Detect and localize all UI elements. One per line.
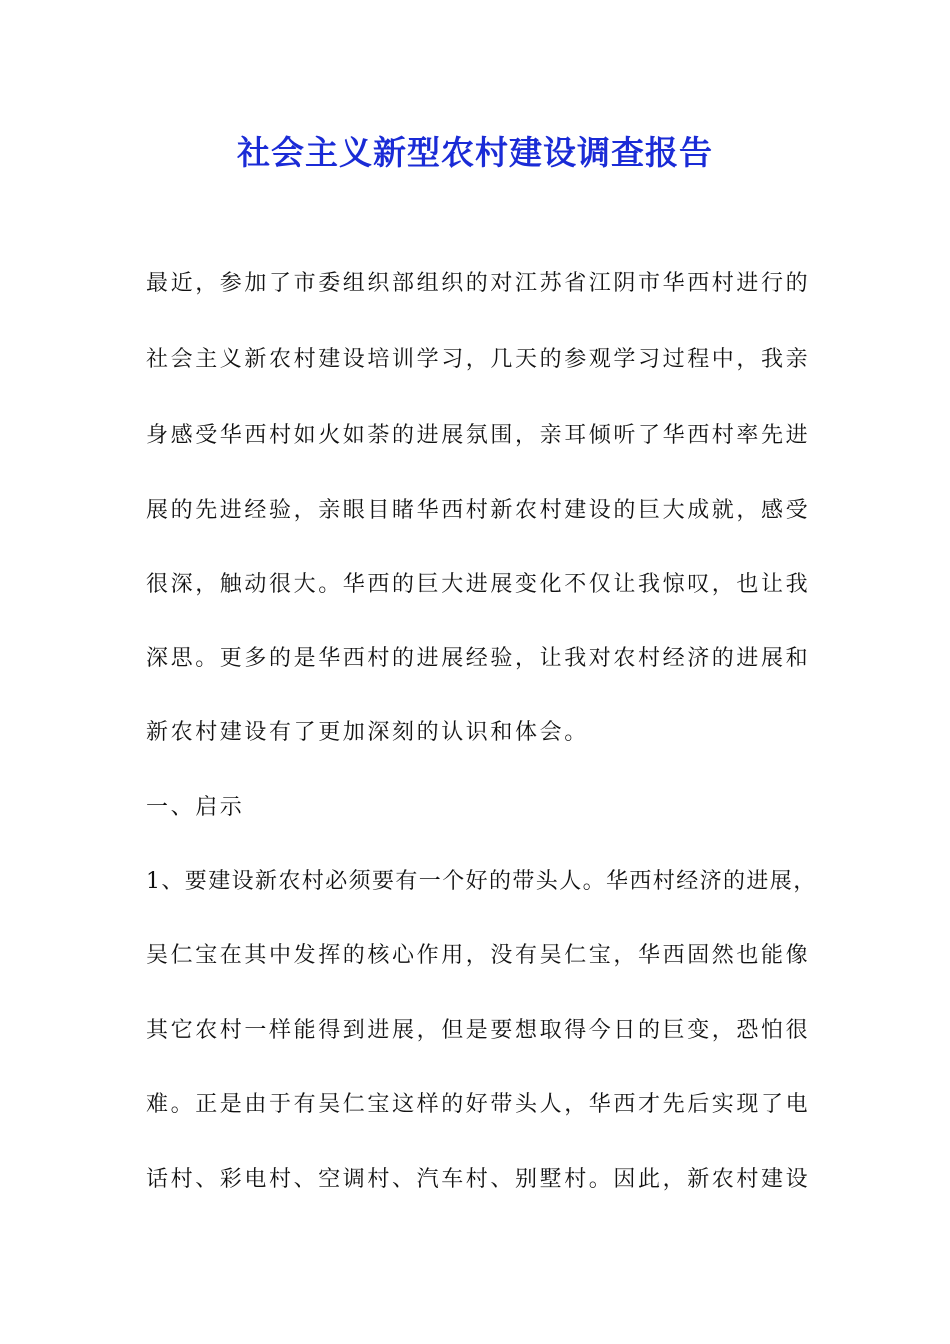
paragraph-line: 很深，触动很大。华西的巨大进展变化不仅让我惊叹，也让我 bbox=[146, 572, 811, 597]
paragraph-line: 社会主义新农村建设培训学习，几天的参观学习过程中，我亲 bbox=[146, 347, 811, 372]
paragraph-line: 吴仁宝在其中发挥的核心作用，没有吴仁宝，华西固然也能像 bbox=[146, 943, 811, 968]
document-title: 社会主义新型农村建设调查报告 bbox=[237, 133, 713, 172]
paragraph-line: 最近，参加了市委组织部组织的对江苏省江阴市华西村进行的 bbox=[146, 271, 811, 296]
paragraph-line: 新农村建设有了更加深刻的认识和体会。 bbox=[146, 720, 589, 745]
paragraph-line: 难。正是由于有吴仁宝这样的好带头人，华西才先后实现了电 bbox=[146, 1092, 811, 1117]
paragraph-line: 其它农村一样能得到进展，但是要想取得今日的巨变，恐怕很 bbox=[146, 1018, 811, 1043]
paragraph-line: 话村、彩电村、空调村、汽车村、别墅村。因此，新农村建设 bbox=[146, 1167, 811, 1192]
paragraph-line: 身感受华西村如火如荼的进展氛围，亲耳倾听了华西村率先进 bbox=[146, 423, 811, 448]
paragraph-line: 展的先进经验，亲眼目睹华西村新农村建设的巨大成就，感受 bbox=[146, 498, 811, 523]
section-heading: 一、启示 bbox=[146, 795, 245, 820]
paragraph-line: 深思。更多的是华西村的进展经验，让我对农村经济的进展和 bbox=[146, 646, 811, 671]
paragraph-line: 1、要建设新农村必须要有一个好的带头人。华西村经济的进展， bbox=[146, 869, 817, 894]
